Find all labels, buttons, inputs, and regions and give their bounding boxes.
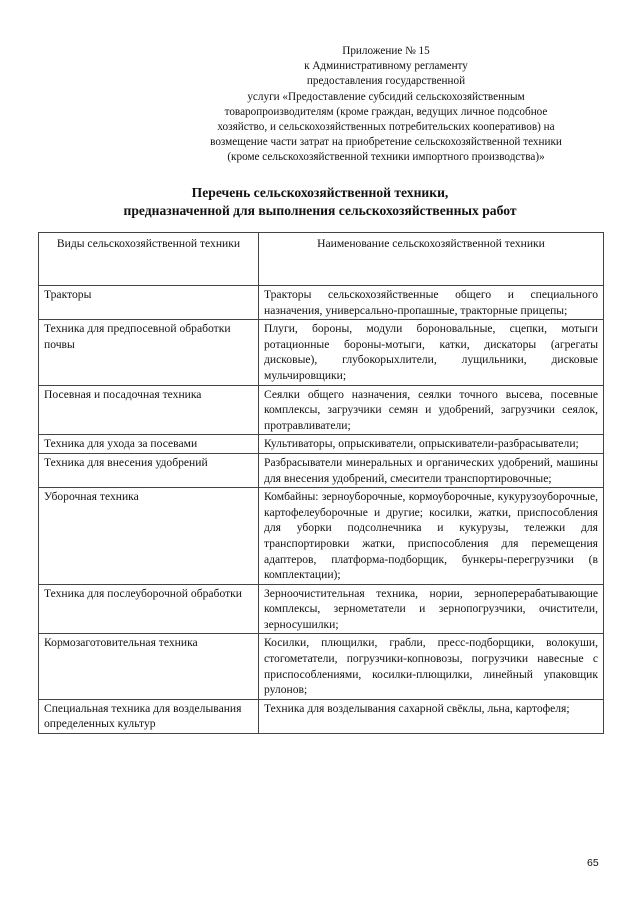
table-row: [39, 634, 604, 699]
table-row: [39, 699, 604, 733]
table-row: [39, 584, 604, 634]
table-row: [39, 453, 604, 487]
table-row: [39, 286, 604, 320]
table-row: [39, 385, 604, 435]
kind-cell: Техника для ухода за посевами: [39, 435, 259, 454]
kind-cell: Техника для послеуборочной обработки: [39, 584, 259, 634]
column-header-name: Наименование сельскохозяйственной техники: [259, 233, 604, 286]
appendix-line: услуги «Предоставление субсидий сельскохозяйственным: [247, 90, 525, 103]
table-row: [39, 435, 604, 454]
items-cell: Плуги, бороны, модули бороновальные, сцепки, мотыги ротационные бороны-мотыги, катки, дискаторы (агрегаты дисковые), глубокорыхлители, лущильники, дисковые мульчировщики;: [259, 320, 604, 385]
items-cell: Культиваторы, опрыскиватели, опрыскиватели-разбрасыватели;: [259, 435, 604, 454]
appendix-line: (кроме сельскохозяйственной техники импортного производства)»: [227, 151, 545, 164]
appendix-line: возмещение части затрат на приобретение сельскохозяйственной техники: [210, 136, 562, 149]
kind-cell: Специальная техника для возделывания определенных культур: [39, 699, 259, 733]
appendix-line: товаропроизводителям (кроме граждан, ведущих личное подсобное: [224, 105, 548, 118]
appendix-line: Приложение № 15: [342, 45, 430, 57]
items-cell: Разбрасыватели минеральных и органических удобрений, машины для внесения удобрений, смесители транспортировочные;: [259, 453, 604, 487]
items-cell: Тракторы сельскохозяйственные общего и специального назначения, универсально-пропашные, тракторные прицепы;: [259, 286, 604, 320]
title-line-1: Перечень сельскохозяйственной техники,: [191, 185, 449, 200]
kind-cell: Тракторы: [39, 286, 259, 320]
appendix-header: [170, 44, 602, 166]
table-header-row: [39, 233, 604, 286]
table-row: [39, 320, 604, 385]
kind-cell: Техника для предпосевной обработки почвы: [39, 320, 259, 385]
page-number: 65: [587, 857, 599, 869]
items-cell: Комбайны: зерноуборочные, кормоуборочные, кукурузоуборочные, картофелеуборочные и другие; косилки, жатки, приспособления для уборки подсолнечника и кукурузы, тележки для транспортировки жатки, приспособления для перемещения адаптеров, платформа-подборщик, бункеры-перегрузчики (в комплектации);: [259, 488, 604, 585]
table-row: [39, 488, 604, 585]
kind-cell: Уборочная техника: [39, 488, 259, 585]
appendix-line: предоставления государственной: [306, 75, 466, 88]
equipment-table: [38, 232, 604, 734]
appendix-line: хозяйство, и сельскохозяйственных потребительских кооперативов) на: [217, 121, 555, 134]
document-title: [40, 184, 600, 219]
items-cell: Сеялки общего назначения, сеялки точного высева, посевные комплексы, загрузчики семян и удобрений, загрузчики сеялок, протравливатели;: [259, 385, 604, 435]
title-line-2: предназначенной для выполнения сельскохозяйственных работ: [123, 202, 517, 218]
column-header-kind: Виды сельскохозяйственной техники: [39, 233, 259, 286]
kind-cell: Техника для внесения удобрений: [39, 453, 259, 487]
items-cell: Зерноочистительная техника, нории, зерноперерабатывающие комплексы, зернометатели и зернопогрузчики, очистители, зерносушилки;: [259, 584, 604, 634]
items-cell: Техника для возделывания сахарной свёклы, льна, картофеля;: [259, 699, 604, 733]
items-cell: Косилки, плющилки, грабли, пресс-подборщики, волокуши, стогометатели, погрузчики-копновозы, погрузчики навесные с приспособлениями, косилки-плющилки, линейный упаковщик рулонов;: [259, 634, 604, 699]
kind-cell: Посевная и посадочная техника: [39, 385, 259, 435]
appendix-line: к Административному регламенту: [304, 60, 468, 73]
kind-cell: Кормозаготовительная техника: [39, 634, 259, 699]
